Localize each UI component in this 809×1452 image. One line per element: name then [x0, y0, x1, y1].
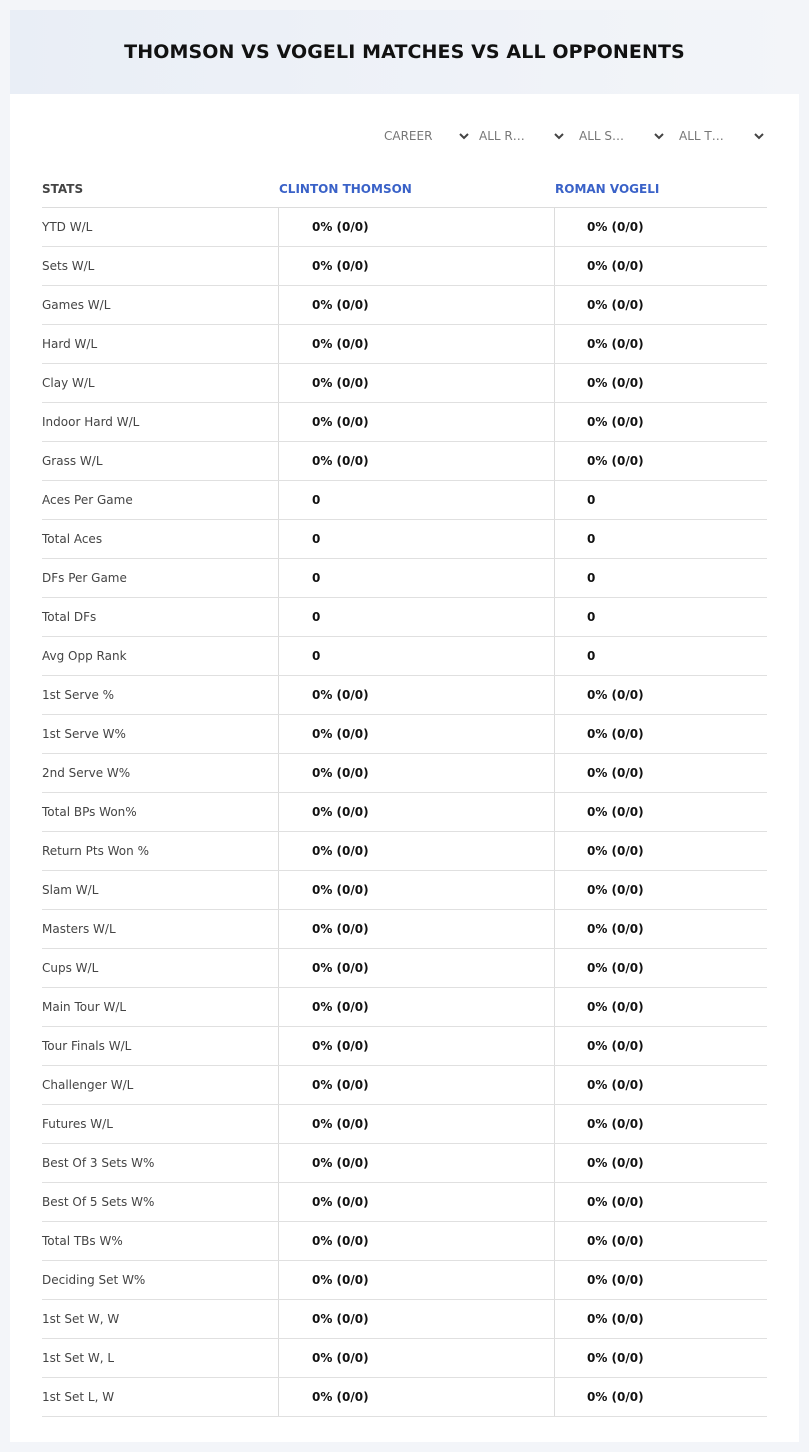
player1-value: 0% (0/0) — [278, 1105, 554, 1143]
table-row — [42, 715, 767, 754]
table-row — [42, 676, 767, 715]
stat-label: 1st Set W, L — [42, 1351, 115, 1365]
table-row — [42, 1183, 767, 1222]
player1-value: 0% (0/0) — [278, 403, 554, 441]
table-row — [42, 1378, 767, 1417]
table-row — [42, 754, 767, 793]
player2-value: 0% (0/0) — [554, 403, 767, 441]
stat-label: DFs Per Game — [42, 571, 127, 585]
player2-value: 0% (0/0) — [554, 1261, 767, 1299]
player1-value: 0% (0/0) — [278, 442, 554, 480]
player2-value: 0% (0/0) — [554, 364, 767, 402]
stat-label: Main Tour W/L — [42, 1000, 127, 1014]
surfaces-select[interactable] — [579, 126, 665, 146]
player2-value: 0% (0/0) — [554, 715, 767, 753]
player2-value: 0% (0/0) — [554, 286, 767, 324]
stat-label: Slam W/L — [42, 883, 99, 897]
player2-value: 0 — [554, 598, 767, 636]
player2-value: 0% (0/0) — [554, 988, 767, 1026]
table-row — [42, 286, 767, 325]
table-row — [42, 403, 767, 442]
player2-value: 0 — [554, 520, 767, 558]
player1-value: 0% (0/0) — [278, 1144, 554, 1182]
table-row — [42, 247, 767, 286]
player2-value: 0% (0/0) — [554, 1339, 767, 1377]
player2-value: 0% (0/0) — [554, 910, 767, 948]
stat-label: Masters W/L — [42, 922, 116, 936]
table-row — [42, 988, 767, 1027]
table-row — [42, 1339, 767, 1378]
table-row — [42, 910, 767, 949]
player2-value: 0% (0/0) — [554, 1027, 767, 1065]
player1-value: 0% (0/0) — [278, 1378, 554, 1416]
column-header-player2[interactable]: ROMAN VOGELI — [555, 182, 660, 196]
player1-value: 0% (0/0) — [278, 1222, 554, 1260]
player2-value: 0% (0/0) — [554, 442, 767, 480]
stat-label: Hard W/L — [42, 337, 98, 351]
chevron-down-icon — [653, 130, 665, 142]
player1-value: 0% (0/0) — [278, 1183, 554, 1221]
player1-value: 0% (0/0) — [278, 364, 554, 402]
player1-value: 0% (0/0) — [278, 949, 554, 987]
player2-value: 0% (0/0) — [554, 1144, 767, 1182]
player2-value: 0% (0/0) — [554, 871, 767, 909]
player1-value: 0% (0/0) — [278, 286, 554, 324]
column-header-player1[interactable]: CLINTON THOMSON — [279, 182, 412, 196]
stat-label: Total DFs — [42, 610, 97, 624]
surfaces-select-value: ALL S… — [579, 129, 625, 143]
table-row — [42, 1261, 767, 1300]
stat-label: Total BPs Won% — [42, 805, 137, 819]
stat-label: Sets W/L — [42, 259, 95, 273]
stat-label: Grass W/L — [42, 454, 103, 468]
player1-value: 0% (0/0) — [278, 676, 554, 714]
table-row — [42, 481, 767, 520]
column-header-stats: STATS — [42, 182, 84, 196]
player1-value: 0% (0/0) — [278, 1300, 554, 1338]
player2-value: 0% (0/0) — [554, 208, 767, 246]
player2-value: 0% (0/0) — [554, 832, 767, 870]
stat-label: Best Of 3 Sets W% — [42, 1156, 155, 1170]
table-row — [42, 1144, 767, 1183]
table-row — [42, 559, 767, 598]
player1-value: 0% (0/0) — [278, 988, 554, 1026]
player2-value: 0% (0/0) — [554, 325, 767, 363]
stat-label: Total Aces — [42, 532, 103, 546]
stat-label: 1st Set L, W — [42, 1390, 115, 1404]
chevron-down-icon — [458, 130, 470, 142]
player1-value: 0 — [278, 520, 554, 558]
table-row — [42, 325, 767, 364]
player1-value: 0% (0/0) — [278, 1339, 554, 1377]
table-body — [42, 208, 767, 1417]
player1-value: 0% (0/0) — [278, 910, 554, 948]
player1-value: 0 — [278, 637, 554, 675]
stats-table — [42, 170, 767, 1417]
table-row — [42, 1222, 767, 1261]
player1-value: 0% (0/0) — [278, 325, 554, 363]
tournaments-select[interactable] — [679, 126, 765, 146]
stat-label: Clay W/L — [42, 376, 95, 390]
player2-value: 0% (0/0) — [554, 1378, 767, 1416]
player1-value: 0% (0/0) — [278, 1027, 554, 1065]
stat-label: Avg Opp Rank — [42, 649, 127, 663]
stat-label: Games W/L — [42, 298, 111, 312]
player1-value: 0% (0/0) — [278, 715, 554, 753]
chevron-down-icon — [553, 130, 565, 142]
table-row — [42, 208, 767, 247]
table-row — [42, 520, 767, 559]
chevron-down-icon — [753, 130, 765, 142]
player1-value: 0% (0/0) — [278, 871, 554, 909]
player1-value: 0% (0/0) — [278, 832, 554, 870]
stat-label: Cups W/L — [42, 961, 99, 975]
player2-value: 0 — [554, 637, 767, 675]
player1-value: 0 — [278, 481, 554, 519]
player2-value: 0 — [554, 559, 767, 597]
filter-bar — [380, 126, 772, 146]
player2-value: 0% (0/0) — [554, 1105, 767, 1143]
stat-label: Indoor Hard W/L — [42, 415, 140, 429]
stat-label: 1st Serve % — [42, 688, 115, 702]
table-row — [42, 832, 767, 871]
player2-value: 0% (0/0) — [554, 1183, 767, 1221]
page-header — [10, 10, 799, 94]
stat-label: Best Of 5 Sets W% — [42, 1195, 155, 1209]
tournaments-select-value: ALL T… — [679, 129, 724, 143]
stats-card — [10, 10, 799, 1442]
stat-label: Tour Finals W/L — [42, 1039, 132, 1053]
rounds-select-value: ALL R… — [479, 129, 525, 143]
player2-value: 0% (0/0) — [554, 676, 767, 714]
stat-label: Total TBs W% — [42, 1234, 123, 1248]
period-select[interactable] — [384, 126, 470, 146]
table-row — [42, 793, 767, 832]
period-select-value: CAREER — [384, 129, 433, 143]
stat-label: YTD W/L — [42, 220, 93, 234]
player2-value: 0% (0/0) — [554, 1222, 767, 1260]
table-row — [42, 1105, 767, 1144]
table-row — [42, 364, 767, 403]
table-row — [42, 1066, 767, 1105]
table-row — [42, 637, 767, 676]
stat-label: Aces Per Game — [42, 493, 133, 507]
page-title: THOMSON VS VOGELI MATCHES VS ALL OPPONENTS — [124, 41, 685, 63]
player2-value: 0% (0/0) — [554, 247, 767, 285]
stat-label: Futures W/L — [42, 1117, 113, 1131]
player1-value: 0% (0/0) — [278, 208, 554, 246]
player2-value: 0% (0/0) — [554, 1066, 767, 1104]
table-header — [42, 170, 767, 208]
player1-value: 0% (0/0) — [278, 793, 554, 831]
player1-value: 0 — [278, 598, 554, 636]
rounds-select[interactable] — [479, 126, 565, 146]
player1-value: 0% (0/0) — [278, 754, 554, 792]
player2-value: 0% (0/0) — [554, 754, 767, 792]
player2-value: 0 — [554, 481, 767, 519]
table-row — [42, 442, 767, 481]
stat-label: Deciding Set W% — [42, 1273, 146, 1287]
table-row — [42, 1027, 767, 1066]
table-row — [42, 871, 767, 910]
player2-value: 0% (0/0) — [554, 1300, 767, 1338]
stat-label: 2nd Serve W% — [42, 766, 131, 780]
stat-label: 1st Set W, W — [42, 1312, 120, 1326]
player2-value: 0% (0/0) — [554, 949, 767, 987]
stat-label: Challenger W/L — [42, 1078, 134, 1092]
player2-value: 0% (0/0) — [554, 793, 767, 831]
player1-value: 0% (0/0) — [278, 247, 554, 285]
player1-value: 0% (0/0) — [278, 1261, 554, 1299]
player1-value: 0 — [278, 559, 554, 597]
stat-label: 1st Serve W% — [42, 727, 126, 741]
table-row — [42, 949, 767, 988]
player1-value: 0% (0/0) — [278, 1066, 554, 1104]
table-row — [42, 1300, 767, 1339]
stat-label: Return Pts Won % — [42, 844, 149, 858]
table-row — [42, 598, 767, 637]
